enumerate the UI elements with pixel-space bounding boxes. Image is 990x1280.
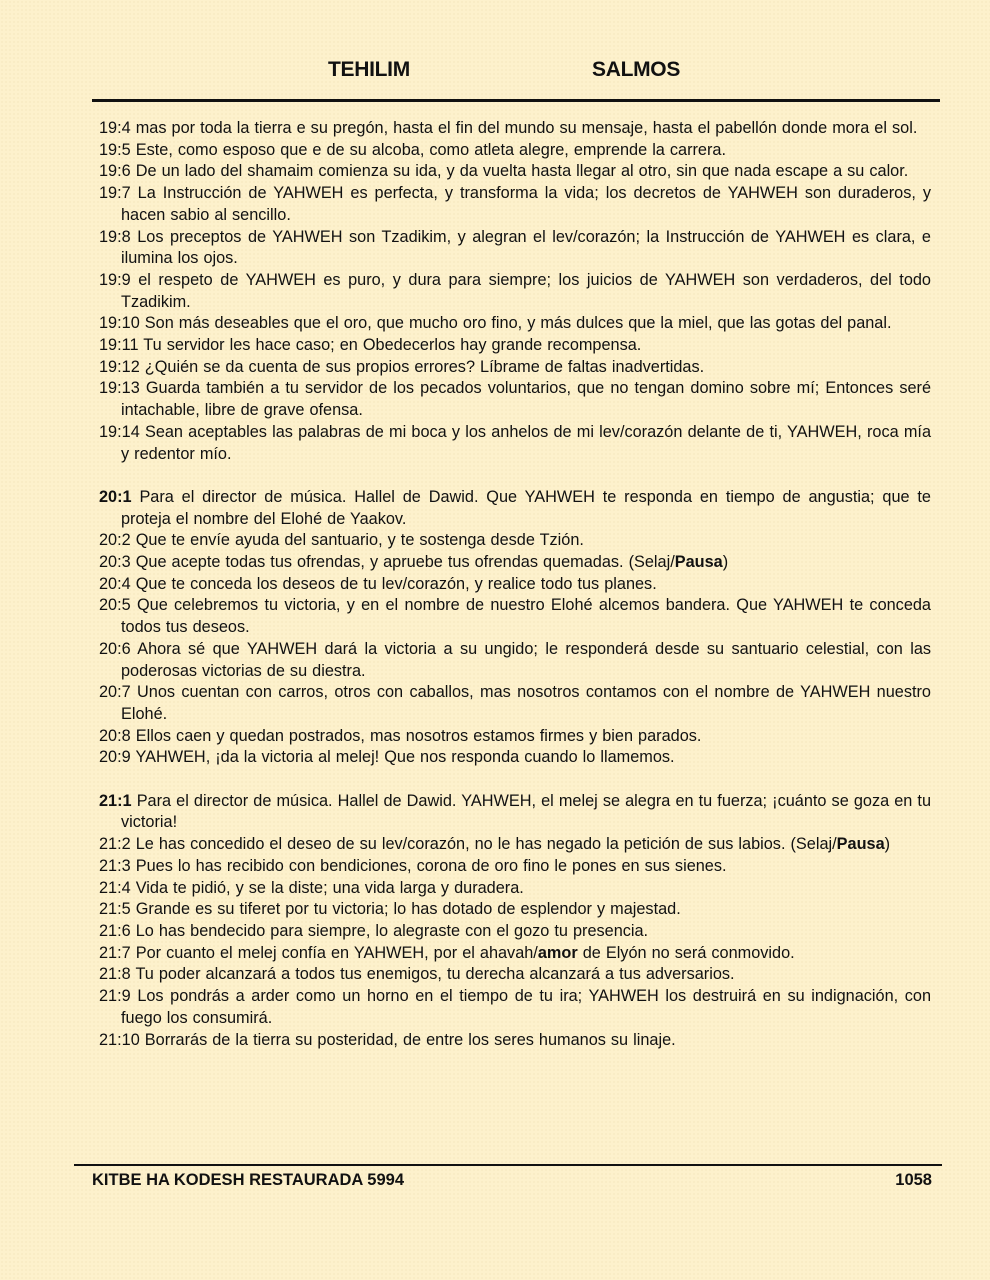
verse-text: Tu servidor les hace caso; en Obedecerlos hay grande recompensa. — [143, 336, 642, 355]
verse-ref: 20:7 — [99, 683, 131, 702]
verse-text: Que celebremos tu victoria, y en el nombre de nuestro Elohé alcemos bandera. Que YAHWEH te conceda todos tus deseos. — [121, 596, 931, 637]
page-number: 1058 — [895, 1171, 932, 1189]
verse-ref: 19:13 — [99, 379, 140, 398]
verse — [99, 574, 931, 596]
header-right-title: SALMOS — [592, 58, 681, 81]
verse-text: Los pondrás a arder como un horno en el tiempo de tu ira; YAHWEH los destruirá en su indignación, con fuego los consumirá. — [121, 987, 931, 1027]
verse-text: mas por toda la tierra e su pregón, hasta el fin del mundo su mensaje, hasta el pabellón donde mora el sol. — [135, 119, 918, 137]
verse — [99, 313, 931, 335]
psalm-section — [99, 118, 931, 465]
verse-text: La Instrucción de YAHWEH es perfecta, y transforma la vida; los decretos de YAHWEH son duraderos, y hacen sabio al sencillo. — [121, 184, 931, 224]
verse-ref: 20:6 — [99, 639, 131, 658]
verse-text: Por cuanto el melej confía en YAHWEH, por el ahavah/ — [135, 943, 538, 962]
verse-ref: 20:2 — [99, 531, 131, 550]
verse — [99, 747, 931, 769]
verse-ref: 21:3 — [99, 856, 131, 875]
verse — [99, 899, 931, 921]
verse-text: el respeto de YAHWEH es puro, y dura para siempre; los juicios de YAHWEH son verdaderos, del todo Tzadikim. — [121, 270, 931, 311]
verse-text: YAHWEH, ¡da la victoria al melej! Que nos responda cuando lo llamemos. — [135, 748, 675, 767]
verse — [99, 161, 931, 183]
page-header — [0, 58, 990, 90]
psalm-section — [99, 791, 931, 1051]
verse-text-tail: ) — [722, 553, 729, 572]
verse — [99, 140, 931, 162]
footer-rule — [74, 1164, 942, 1166]
verse-text: Le has concedido el deseo de su lev/corazón, no le has negado la petición de sus labios. (Selaj/ — [135, 835, 837, 854]
verse-ref: 21:1 — [99, 791, 132, 810]
verse-bold-word: Pausa — [674, 553, 723, 572]
verse-text: Que acepte todas tus ofrendas, y apruebe tus ofrendas quemadas. (Selaj/ — [135, 553, 675, 572]
verse — [99, 986, 931, 1029]
verse-text-tail: de Elyón no será conmovido. — [577, 943, 795, 962]
verse-ref: 19:9 — [99, 270, 131, 289]
verse — [99, 183, 931, 226]
page-footer — [92, 1171, 932, 1193]
verse-ref: 21:8 — [99, 965, 131, 984]
verse-text: Son más deseables que el oro, que mucho oro fino, y más dulces que la miel, que las gotas del panal. — [144, 314, 892, 333]
verse — [99, 682, 931, 725]
verse — [99, 378, 931, 421]
verse — [99, 595, 931, 638]
verse-ref: 21:6 — [99, 921, 131, 940]
verse-ref: 20:1 — [99, 487, 132, 506]
verse-text: Este, como esposo que e de su alcoba, como atleta alegre, emprende la carrera. — [135, 140, 726, 159]
verse — [99, 834, 931, 856]
verse-text: Lo has bendecido para siempre, lo alegraste con el gozo tu presencia. — [135, 921, 649, 940]
verse — [99, 270, 931, 313]
verse-ref: 20:3 — [99, 553, 131, 572]
verse — [99, 552, 931, 574]
verse-text: Ahora sé que YAHWEH dará la victoria a su ungido; le responderá desde su santuario celestial, con las poderosas victorias de su diestra. — [121, 639, 932, 680]
verse-text: Borrarás de la tierra su posteridad, de entre los seres humanos su linaje. — [144, 1030, 676, 1049]
verse-ref: 19:12 — [99, 357, 140, 376]
verse-ref: 21:4 — [99, 878, 131, 897]
verse-content — [99, 118, 931, 1051]
verse-ref: 21:7 — [99, 943, 131, 962]
verse-bold-word: amor — [537, 943, 578, 962]
verse — [99, 639, 931, 682]
verse — [99, 118, 931, 140]
verse-ref: 19:5 — [99, 140, 131, 159]
verse-text: Unos cuentan con carros, otros con caballos, mas nosotros contamos con el nombre de YAHWEH nuestro Elohé. — [121, 683, 931, 723]
footer-book-title: KITBE HA KODESH RESTAURADA 5994 — [92, 1171, 405, 1189]
verse-text: Ellos caen y quedan postrados, mas nosotros estamos firmes y bien parados. — [135, 726, 702, 745]
verse-text: ¿Quién se da cuenta de sus propios errores? Líbrame de faltas inadvertidas. — [144, 357, 705, 376]
verse-ref: 20:4 — [99, 574, 131, 593]
verse-ref: 19:7 — [99, 184, 131, 203]
verse — [99, 964, 931, 986]
verse — [99, 943, 931, 965]
verse-text: De un lado del shamaim comienza su ida, y da vuelta hasta llegar al otro, sin que nada escape a su calor. — [135, 162, 909, 181]
verse-text: Guarda también a tu servidor de los pecados voluntarios, que no tengan domino sobre mí; Entonces seré intachable, libre de grave ofensa. — [121, 379, 931, 420]
verse — [99, 791, 931, 834]
verse-text: Los preceptos de YAHWEH son Tzadikim, y alegran el lev/corazón; la Instrucción de YAHWEH es clara, e ilumina los ojos. — [121, 227, 931, 268]
verse-ref: 21:5 — [99, 900, 131, 919]
verse-ref: 19:14 — [99, 422, 140, 441]
verse-text: Tu poder alcanzará a todos tus enemigos, tu derecha alcanzará a tus adversarios. — [135, 965, 735, 984]
verse-bold-word: Pausa — [836, 835, 885, 854]
verse-ref: 19:10 — [99, 314, 140, 333]
verse — [99, 726, 931, 748]
verse-ref: 21:10 — [99, 1030, 140, 1049]
verse-ref: 20:8 — [99, 726, 131, 745]
verse-ref: 20:5 — [99, 596, 131, 615]
verse — [99, 1030, 931, 1052]
verse-text: Pues lo has recibido con bendiciones, corona de oro fino le pones en sus sienes. — [135, 856, 727, 875]
verse-ref: 19:6 — [99, 162, 131, 181]
verse — [99, 856, 931, 878]
verse-ref: 19:8 — [99, 227, 131, 246]
verse-text: Para el director de música. Hallel de Dawid. Que YAHWEH te responda en tiempo de angustia; que te proteja el nombre del Elohé de Yaakov. — [121, 487, 931, 528]
header-rule — [92, 99, 940, 102]
verse-text: Sean aceptables las palabras de mi boca y los anhelos de mi lev/corazón delante de ti, YAHWEH, roca mía y redentor mío. — [121, 422, 932, 463]
verse-ref: 20:9 — [99, 748, 131, 767]
verse — [99, 227, 931, 270]
verse-text: Para el director de música. Hallel de Dawid. YAHWEH, el melej se alegra en tu fuerza; ¡cuánto se goza en tu victoria! — [121, 791, 931, 832]
header-left-title: TEHILIM — [328, 58, 410, 81]
verse — [99, 422, 931, 465]
verse-ref: 19:11 — [99, 336, 139, 355]
verse-text: Vida te pidió, y se la diste; una vida larga y duradera. — [135, 878, 524, 897]
verse — [99, 487, 931, 530]
verse — [99, 878, 931, 900]
verse — [99, 921, 931, 943]
verse-text: Que te envíe ayuda del santuario, y te sostenga desde Tzión. — [135, 531, 584, 550]
verse — [99, 357, 931, 379]
verse-ref: 21:2 — [99, 835, 131, 854]
verse-ref: 19:4 — [99, 119, 131, 137]
verse-text: Grande es su tiferet por tu victoria; lo has dotado de esplendor y majestad. — [135, 900, 681, 919]
verse-text: Que te conceda los deseos de tu lev/corazón, y realice todo tus planes. — [135, 574, 657, 593]
verse-text-tail: ) — [884, 835, 891, 854]
verse-ref: 21:9 — [99, 987, 131, 1006]
psalm-section — [99, 487, 931, 769]
verse — [99, 335, 931, 357]
verse — [99, 530, 931, 552]
